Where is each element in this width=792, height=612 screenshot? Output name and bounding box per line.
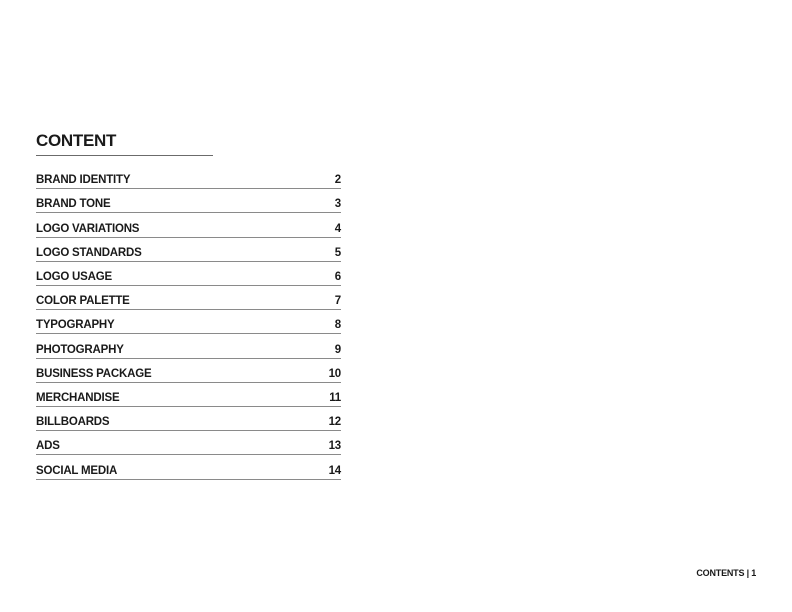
toc-entry-billboards[interactable] [36,408,341,431]
toc-entry-page-number: 8 [334,319,341,332]
title-divider [36,155,213,156]
page-footer: CONTENTS | 1 [696,568,756,578]
toc-entry-label: BILLBOARDS [36,416,110,429]
toc-entry-brand-tone[interactable] [36,190,341,213]
toc-entry-label: BRAND TONE [36,198,111,211]
toc-entry-page-number: 14 [328,464,341,477]
toc-entry-logo-standards[interactable] [36,239,341,262]
toc-entry-page-number: 7 [334,295,341,308]
toc-entry-page-number: 13 [328,440,341,453]
toc-entry-label: BRAND IDENTITY [36,174,131,187]
toc-entry-label: ADS [36,440,60,453]
toc-entry-label: LOGO USAGE [36,271,112,284]
toc-entry-page-number: 3 [334,198,341,211]
toc-entry-page-number: 10 [328,367,341,380]
toc-entry-logo-usage[interactable] [36,263,341,286]
toc-entry-label: MERCHANDISE [36,391,120,404]
toc-entry-label: LOGO STANDARDS [36,246,142,259]
toc-entry-page-number: 9 [334,343,341,356]
toc-entry-page-number: 6 [334,271,341,284]
toc-entry-page-number: 12 [328,416,341,429]
toc-entry-brand-identity[interactable] [36,166,341,189]
toc-entry-social-media[interactable] [36,456,341,479]
toc-entry-label: COLOR PALETTE [36,295,130,308]
toc-entry-ads[interactable] [36,432,341,455]
toc-entry-page-number: 4 [334,222,341,235]
toc-entry-page-number: 11 [329,391,341,404]
toc-entry-label: PHOTOGRAPHY [36,343,124,356]
table-of-contents [36,130,341,480]
toc-entry-label: TYPOGRAPHY [36,319,115,332]
toc-entry-label: BUSINESS PACKAGE [36,367,152,380]
toc-entry-merchandise[interactable] [36,384,341,407]
toc-entry-color-palette[interactable] [36,287,341,310]
toc-entry-label: SOCIAL MEDIA [36,464,118,477]
page-title: CONTENT [36,131,117,150]
toc-entry-photography[interactable] [36,335,341,358]
toc-entry-label: LOGO VARIATIONS [36,222,140,235]
toc-entry-logo-variations[interactable] [36,214,341,237]
toc-entry-page-number: 5 [334,246,341,259]
toc-entry-page-number: 2 [334,174,341,187]
toc-entry-business-package[interactable] [36,360,341,383]
toc-entry-typography[interactable] [36,311,341,334]
toc-list [36,166,341,480]
